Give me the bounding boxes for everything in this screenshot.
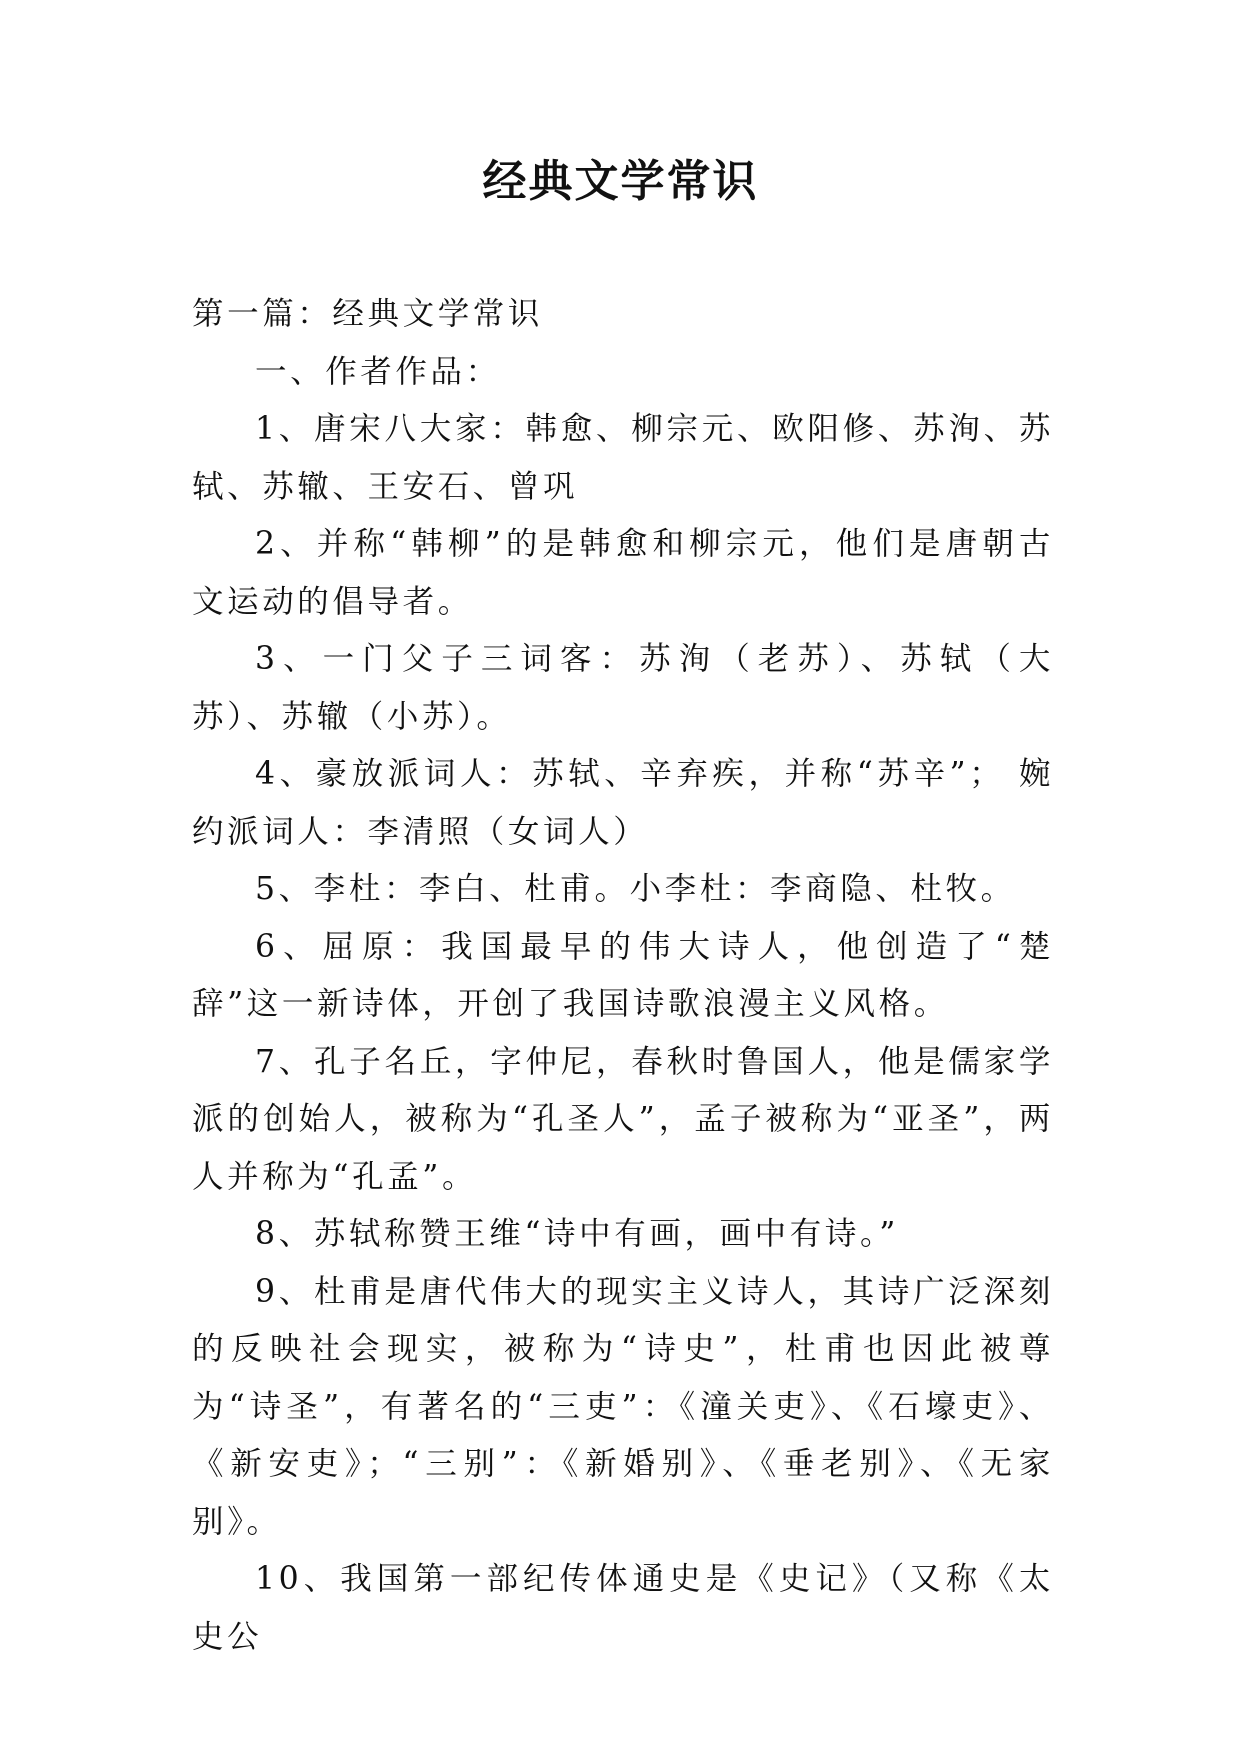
subsection-heading: 一、作者作品： [255,353,501,390]
paragraph-3: 3、一门父子三词客：苏洵（老苏）、苏轼（大苏）、苏辙（小苏）。 [192,641,1054,735]
paragraph-6: 6、屈原：我国最早的伟大诗人，他创造了“楚辞”这一新诗体，开创了我国诗歌浪漫主义风格。 [192,928,1054,1022]
paragraph-9: 9、杜甫是唐代伟大的现实主义诗人，其诗广泛深刻的反映社会现实，被称为“诗史”，杜甫也因此被尊为“诗圣”，有著名的“三吏”：《潼关吏》、《石壕吏》、《新安吏》；“三别”：《新婚别》、《垂老别》、《无家别》。 [192,1273,1054,1540]
paragraph-1: 1、唐宋八大家：韩愈、柳宗元、欧阳修、苏洵、苏轼、苏辙、王安石、曾巩 [192,411,1054,505]
paragraph-10: 10、我国第一部纪传体通史是《史记》（又称《太史公 [192,1561,1054,1655]
paragraph-8: 8、苏轼称赞王维“诗中有画，画中有诗。” [255,1216,900,1252]
section-heading: 第一篇：经典文学常识 [192,296,544,332]
paragraph-2: 2、并称“韩柳”的是韩愈和柳宗元，他们是唐朝古文运动的倡导者。 [192,526,1054,620]
paragraph-4: 4、豪放派词人：苏轼、辛弃疾，并称“苏辛”； 婉约派词人：李清照（女词人） [192,756,1054,850]
document-body [192,286,1054,1666]
paragraph-7: 7、孔子名丘，字仲尼，春秋时鲁国人，他是儒家学派的创始人，被称为“孔圣人”，孟子被称为“亚圣”，两人并称为“孔孟”。 [192,1043,1054,1195]
paragraph-5: 5、李杜：李白、杜甫。小李杜：李商隐、杜牧。 [255,871,1016,907]
document-title: 经典文学常识 [482,156,759,207]
